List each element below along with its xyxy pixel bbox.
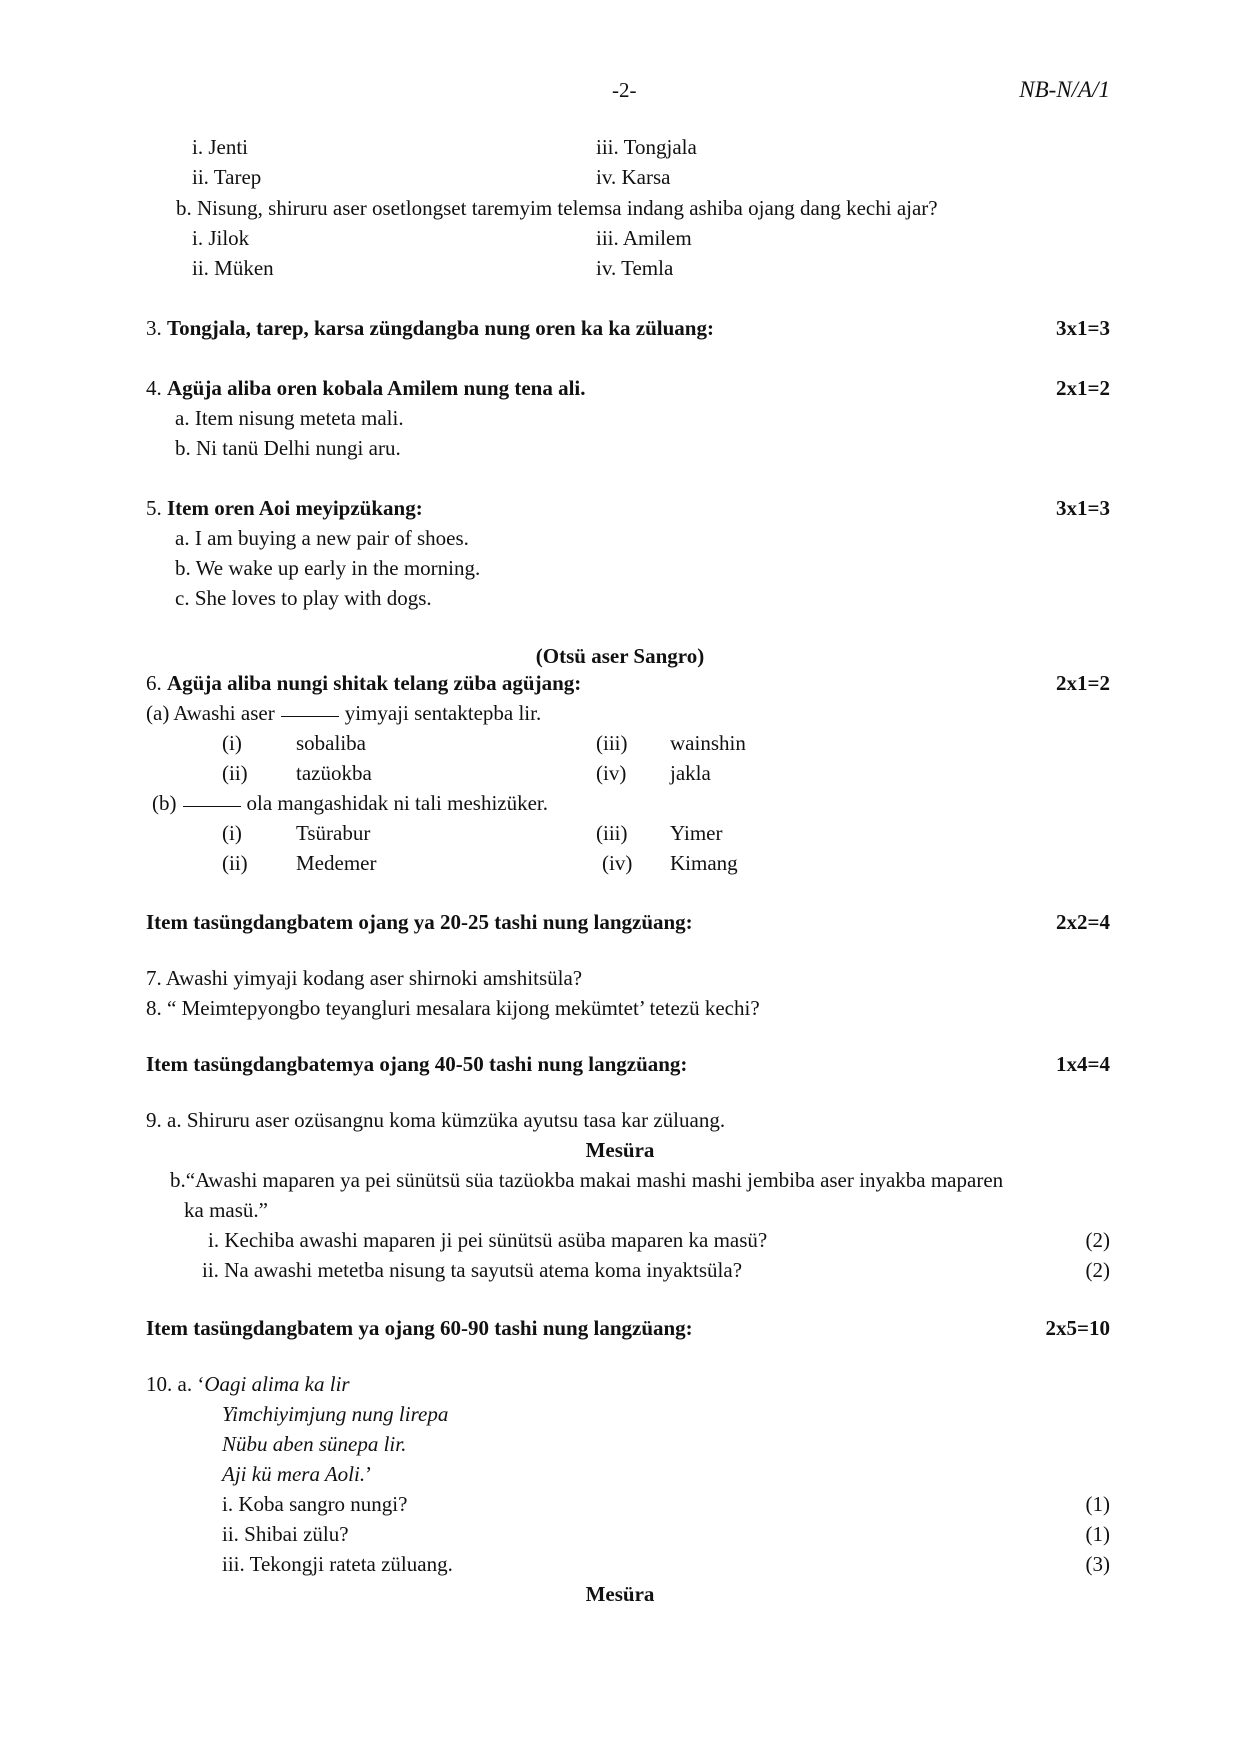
question-text: Agüja aliba oren kobala Amilem nung tena ali. bbox=[167, 376, 586, 400]
question-text: Item oren Aoi meyipzükang: bbox=[167, 496, 423, 520]
item-text: ola mangashidak ni tali meshizüker. bbox=[246, 791, 549, 815]
option-iv: iv. Karsa bbox=[596, 165, 671, 189]
marks: (2) bbox=[1085, 1258, 1110, 1282]
option-text: jakla bbox=[670, 761, 711, 785]
option-num: (ii) bbox=[222, 761, 248, 785]
section-instruction: Item tasüngdangbatemya ojang 40-50 tashi nung langzüang: bbox=[146, 1052, 688, 1076]
paper-code: NB-N/A/1 bbox=[1019, 77, 1110, 102]
question-number: 6. bbox=[146, 671, 162, 695]
option-num: (iv) bbox=[596, 761, 627, 785]
question-2b: b. Nisung, shiruru aser osetlongset taremyim telemsa indang ashiba ojang dang kechi ajar? bbox=[176, 196, 938, 220]
item-b: b. We wake up early in the morning. bbox=[175, 556, 481, 580]
question-number: 5. bbox=[146, 496, 162, 520]
marks: (2) bbox=[1085, 1228, 1110, 1252]
marks: (3) bbox=[1085, 1552, 1110, 1576]
marks: (1) bbox=[1085, 1522, 1110, 1546]
question-number: 10. a. ‘ bbox=[146, 1372, 205, 1396]
sub-question: i. Kechiba awashi maparen ji pei sünütsü asüba maparen ka masü? bbox=[208, 1228, 768, 1252]
item-b bbox=[152, 793, 548, 814]
or-separator: Mesüra bbox=[585, 1138, 655, 1162]
option-text: wainshin bbox=[670, 731, 746, 755]
sub-question: iii. Tekongji rateta züluang. bbox=[222, 1552, 453, 1576]
marks: 2x5=10 bbox=[1045, 1316, 1110, 1340]
option-i: i. Jilok bbox=[192, 226, 250, 250]
sub-question: i. Koba sangro nungi? bbox=[222, 1492, 408, 1516]
page-number: -2- bbox=[612, 78, 637, 102]
option-text: Medemer bbox=[296, 851, 377, 875]
option-num: (ii) bbox=[222, 851, 248, 875]
question-text: Tongjala, tarep, karsa züngdangba nung oren ka ka züluang: bbox=[167, 316, 714, 340]
option-num: (iii) bbox=[596, 821, 628, 845]
item-label: (a) Awashi aser bbox=[146, 701, 275, 725]
marks: 2x1=2 bbox=[1056, 671, 1110, 695]
question-4 bbox=[146, 378, 586, 399]
question-number: 4. bbox=[146, 376, 162, 400]
poem-line: Yimchiyimjung nung lirepa bbox=[222, 1402, 449, 1426]
option-text: Yimer bbox=[670, 821, 723, 845]
marks: 3x1=3 bbox=[1056, 496, 1110, 520]
option-iii: iii. Amilem bbox=[596, 226, 692, 250]
item-text: yimyaji sentaktepba lir. bbox=[344, 701, 542, 725]
poem-line-last bbox=[222, 1464, 372, 1485]
item-a: a. Item nisung meteta mali. bbox=[175, 406, 404, 430]
question-9b-cont: ka masü.” bbox=[184, 1198, 268, 1222]
section-heading: (Otsü aser Sangro) bbox=[535, 644, 705, 668]
item-c: c. She loves to play with dogs. bbox=[175, 586, 432, 610]
option-num: (iv) bbox=[602, 851, 633, 875]
quote-mark: ’ bbox=[365, 1462, 373, 1486]
marks: (1) bbox=[1085, 1492, 1110, 1516]
section-instruction: Item tasüngdangbatem ojang ya 20-25 tashi nung langzüang: bbox=[146, 910, 693, 934]
option-ii: ii. Tarep bbox=[192, 165, 262, 189]
question-7: 7. Awashi yimyaji kodang aser shirnoki amshitsüla? bbox=[146, 966, 583, 990]
option-iii: iii. Tongjala bbox=[596, 135, 697, 159]
or-separator: Mesüra bbox=[585, 1582, 655, 1606]
sub-question: ii. Shibai zülu? bbox=[222, 1522, 349, 1546]
item-a: a. I am buying a new pair of shoes. bbox=[175, 526, 469, 550]
option-text: Kimang bbox=[670, 851, 738, 875]
question-10a bbox=[146, 1374, 350, 1395]
poem-line: Aji kü mera Aoli. bbox=[222, 1462, 366, 1486]
question-9a: 9. a. Shiruru aser ozüsangnu koma kümzüka ayutsu tasa kar züluang. bbox=[146, 1108, 726, 1132]
option-num: (i) bbox=[222, 731, 242, 755]
marks: 1x4=4 bbox=[1056, 1052, 1110, 1076]
option-text: Tsürabur bbox=[296, 821, 371, 845]
option-i: i. Jenti bbox=[192, 135, 248, 159]
fill-blank bbox=[281, 716, 339, 717]
option-iv: iv. Temla bbox=[596, 256, 674, 280]
item-a bbox=[146, 703, 541, 724]
item-b: b. Ni tanü Delhi nungi aru. bbox=[175, 436, 401, 460]
question-8: 8. “ Meimtepyongbo teyangluri mesalara kijong mekümtet’ tetezü kechi? bbox=[146, 996, 760, 1020]
question-3 bbox=[146, 318, 714, 339]
marks: 2x1=2 bbox=[1056, 376, 1110, 400]
sub-question: ii. Na awashi metetba nisung ta sayutsü atema koma inyaktsüla? bbox=[202, 1258, 743, 1282]
section-instruction: Item tasüngdangbatem ya ojang 60-90 tashi nung langzüang: bbox=[146, 1316, 693, 1340]
option-text: sobaliba bbox=[296, 731, 366, 755]
marks: 2x2=4 bbox=[1056, 910, 1110, 934]
option-num: (i) bbox=[222, 821, 242, 845]
item-label: (b) bbox=[152, 791, 177, 815]
question-6 bbox=[146, 673, 581, 694]
poem-line: Nübu aben sünepa lir. bbox=[222, 1432, 407, 1456]
question-text: Agüja aliba nungi shitak telang züba agüjang: bbox=[167, 671, 582, 695]
question-number: 3. bbox=[146, 316, 162, 340]
question-5 bbox=[146, 498, 423, 519]
question-9b: b.“Awashi maparen ya pei sünütsü süa tazüokba makai mashi mashi jembiba aser inyakba maparen bbox=[170, 1168, 1004, 1192]
option-num: (iii) bbox=[596, 731, 628, 755]
marks: 3x1=3 bbox=[1056, 316, 1110, 340]
option-ii: ii. Müken bbox=[192, 256, 274, 280]
option-text: tazüokba bbox=[296, 761, 372, 785]
fill-blank bbox=[183, 806, 241, 807]
poem-line: Oagi alima ka lir bbox=[204, 1372, 350, 1396]
